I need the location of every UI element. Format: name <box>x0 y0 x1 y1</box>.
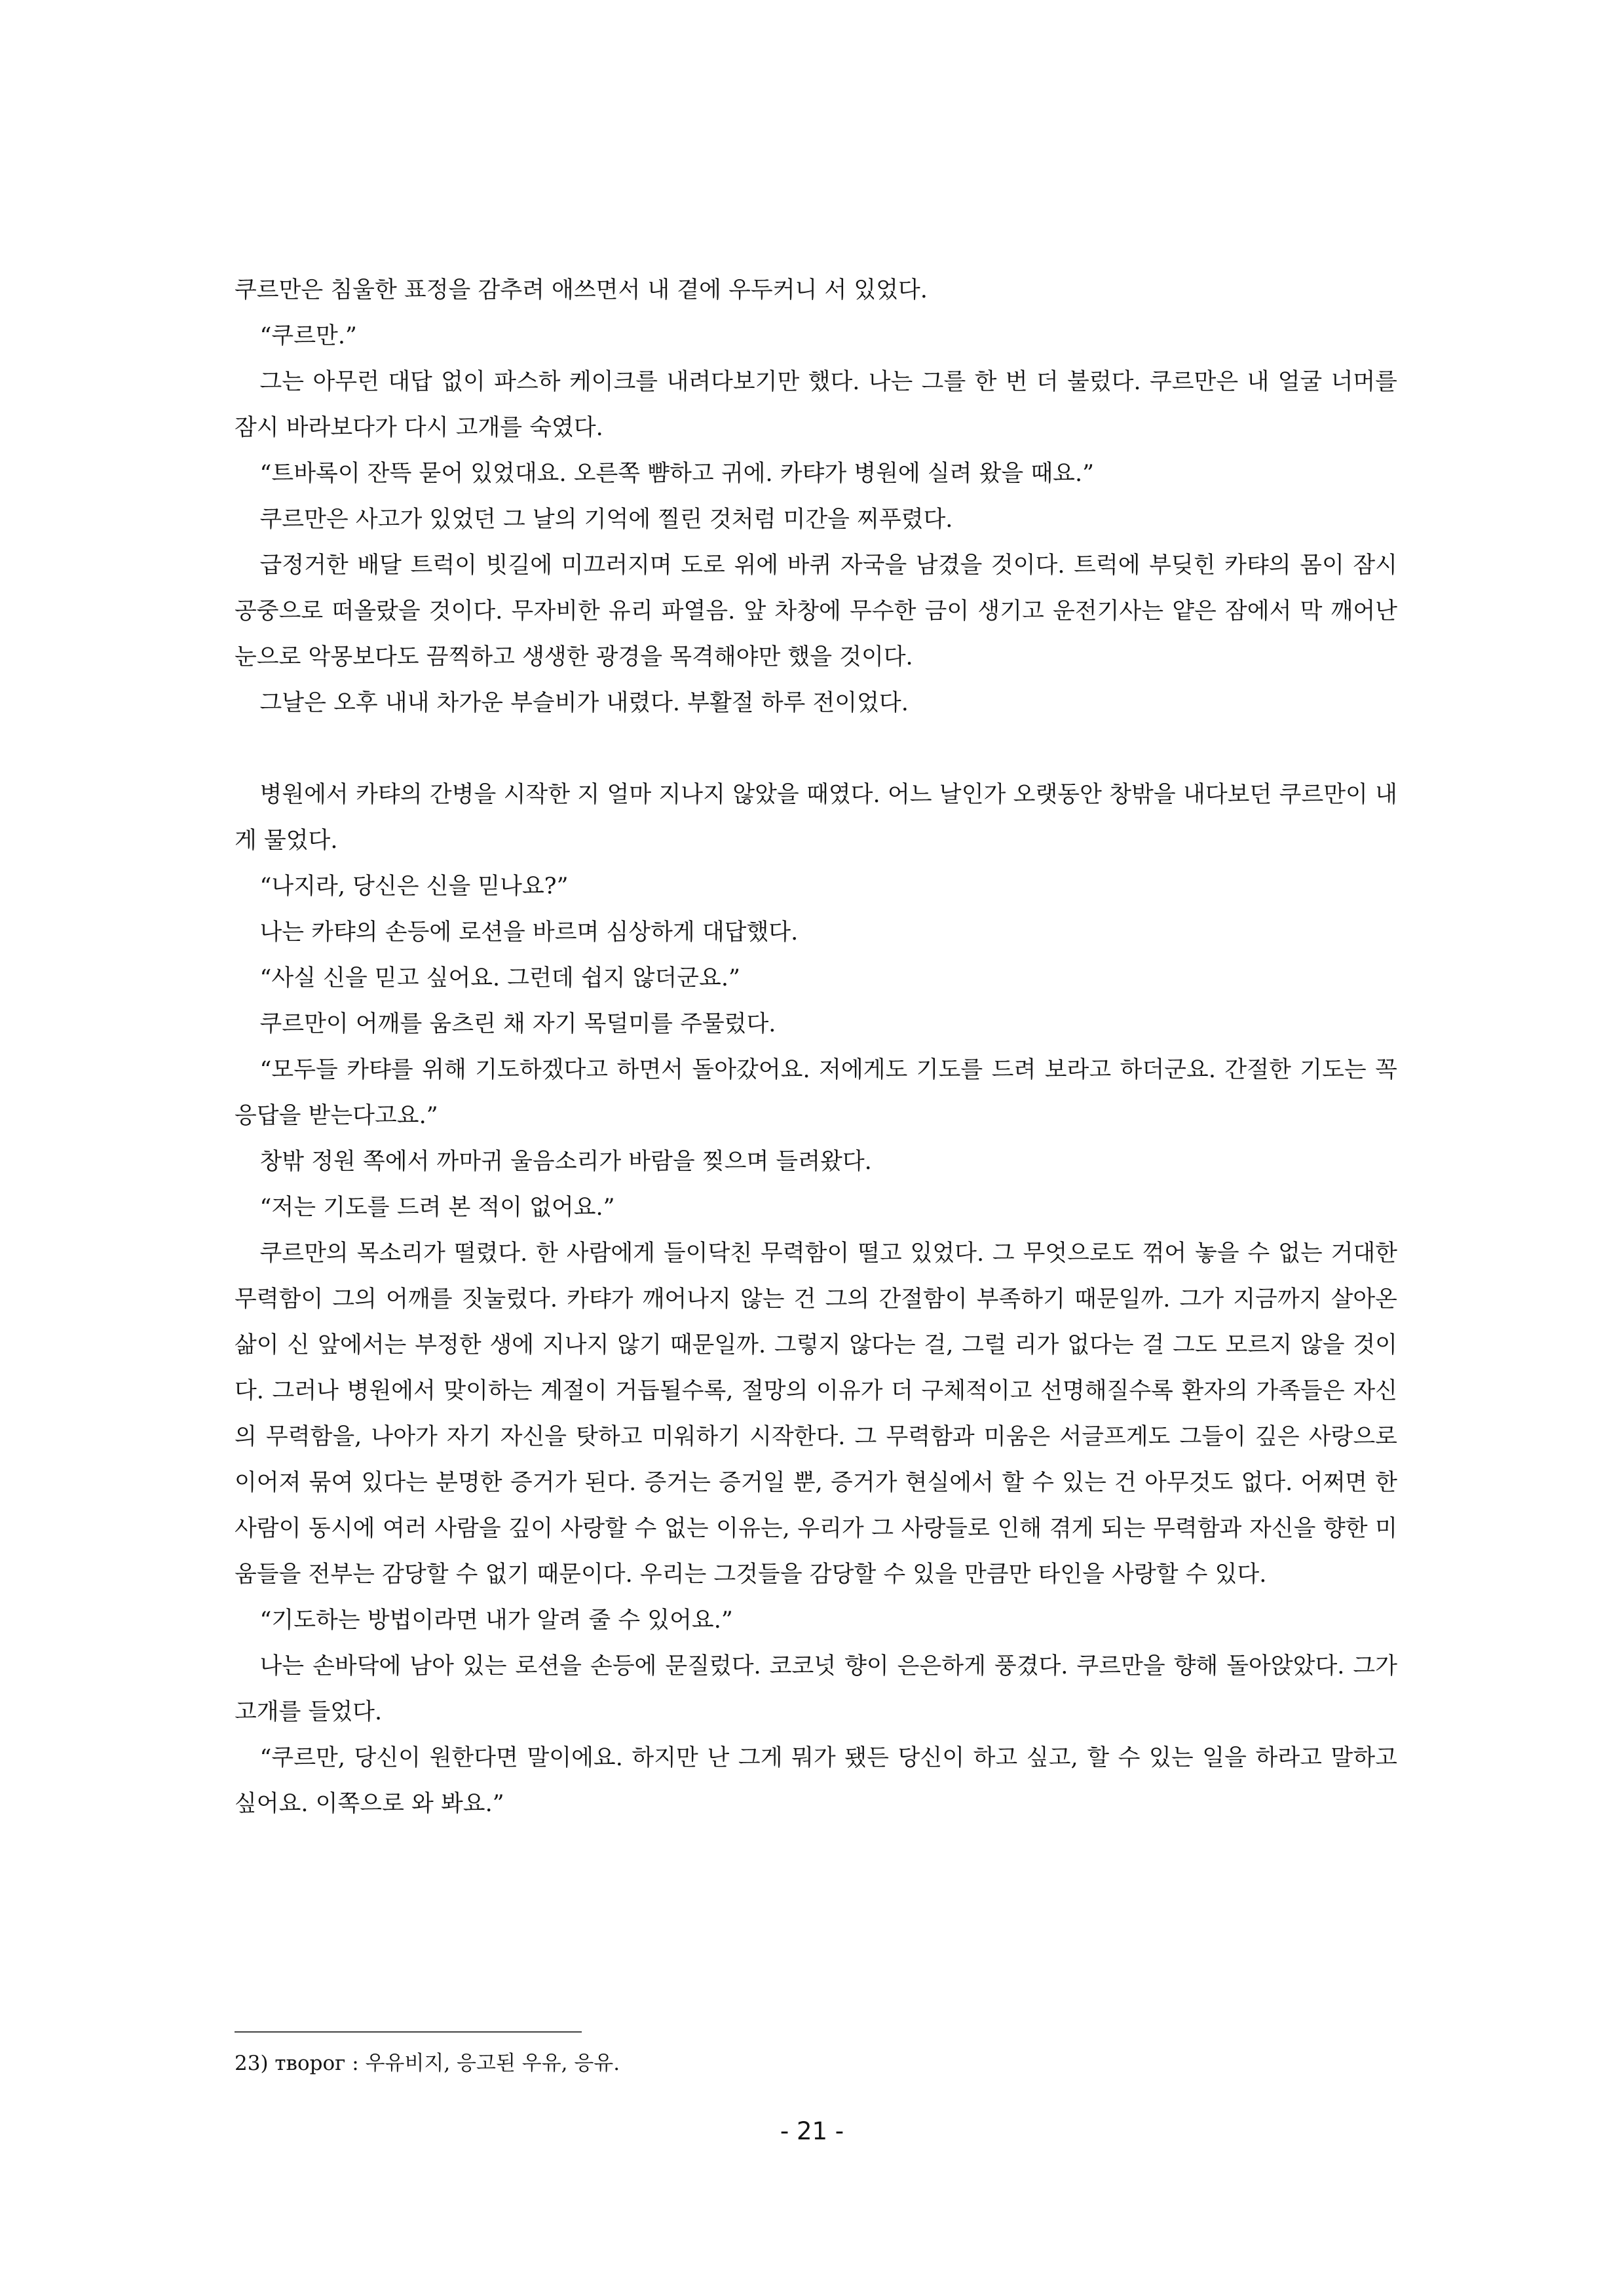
paragraph: 그는 아무런 대답 없이 파스하 케이크를 내려다보기만 했다. 나는 그를 한 번 더 불렀다. 쿠르만은 내 얼굴 너머를 잠시 바라보다가 다시 고개를 숙였다. <box>235 369 1397 441</box>
paragraph: “저는 기도를 드려 본 적이 없어요.” <box>259 1195 615 1221</box>
paragraph: “사실 신을 믿고 싶어요. 그런데 쉽지 않더군요.” <box>259 965 740 991</box>
paragraph: “쿠르만.” <box>259 323 357 349</box>
paragraph: “기도하는 방법이라면 내가 알려 줄 수 있어요.” <box>259 1607 733 1634</box>
paragraph: 나는 손바닥에 남아 있는 로션을 손등에 문질렀다. 코코넛 향이 은은하게 풍겼다. 쿠르만을 향해 돌아앉았다. 그가 고개를 들었다. <box>235 1653 1397 1725</box>
paragraph: “트바록이 잔뜩 묻어 있었대요. 오른쪽 뺨하고 귀에. 카탸가 병원에 실려 왔을 때요.” <box>259 461 1094 487</box>
paragraph: 쿠르만이 어깨를 움츠린 채 자기 목덜미를 주물렀다. <box>259 1011 776 1037</box>
footnote-divider <box>235 2031 582 2033</box>
paragraph: 그날은 오후 내내 차가운 부슬비가 내렸다. 부활절 하루 전이었다. <box>259 690 909 716</box>
paragraph: 쿠르만은 침울한 표정을 감추려 애쓰면서 내 곁에 우두커니 서 있었다. <box>235 277 928 303</box>
paragraph: 쿠르만은 사고가 있었던 그 날의 기억에 찔린 것처럼 미간을 찌푸렸다. <box>259 507 953 533</box>
section-break <box>235 726 1397 772</box>
body-text <box>235 267 1397 1827</box>
page-number: - 21 - <box>780 2117 844 2145</box>
paragraph: 급정거한 배달 트럭이 빗길에 미끄러지며 도로 위에 바퀴 자국을 남겼을 것이다. 트럭에 부딪힌 카탸의 몸이 잠시 공중으로 떠올랐을 것이다. 무자비한 유리 파열음. 앞 차창에 무수한 금이 생기고 운전기사는 얕은 잠에서 막 깨어난 눈으로 악몽보다도 끔찍하고 생생한 광경을 목격해야만 했을 것이다. <box>235 552 1397 670</box>
paragraph: 나는 카탸의 손등에 로션을 바르며 심상하게 대답했다. <box>259 919 799 946</box>
paragraph: “나지라, 당신은 신을 믿나요?” <box>259 873 569 900</box>
paragraph: “모두들 카탸를 위해 기도하겠다고 하면서 돌아갔어요. 저에게도 기도를 드려 보라고 하더군요. 간절한 기도는 꼭 응답을 받는다고요.” <box>235 1057 1397 1129</box>
paragraph: “쿠르만, 당신이 원한다면 말이에요. 하지만 난 그게 뭐가 됐든 당신이 하고 싶고, 할 수 있는 일을 하라고 말하고 싶어요. 이쪽으로 와 봐요.” <box>235 1745 1397 1817</box>
paragraph: 쿠르만의 목소리가 떨렸다. 한 사람에게 들이닥친 무력함이 떨고 있었다. 그 무엇으로도 꺾어 놓을 수 없는 거대한 무력함이 그의 어깨를 짓눌렀다. 카탸가 깨어나지 않는 건 그의 간절함이 부족하기 때문일까. 그가 지금까지 살아온 삶이 신 앞에서는 부정한 생에 지나지 않기 때문일까. 그렇지 않다는 걸, 그럴 리가 없다는 걸 그도 모르지 않을 것이다. 그러나 병원에서 맞이하는 계절이 거듭될수록, 절망의 이유가 더 구체적이고 선명해질수록 환자의 가족들은 자신의 무력함을, 나아가 자기 자신을 탓하고 미워하기 시작한다. 그 무력함과 미움은 서글프게도 그들이 깊은 사랑으로 이어져 묶여 있다는 분명한 증거가 된다. 증거는 증거일 뿐, 증거가 현실에서 할 수 있는 건 아무것도 없다. 어쩌면 한 사람이 동시에 여러 사람을 깊이 사랑할 수 없는 이유는, 우리가 그 사랑들로 인해 겪게 되는 무력함과 자신을 향한 미움들을 전부는 감당할 수 없기 때문이다. 우리는 그것들을 감당할 수 있을 만큼만 타인을 사랑할 수 있다. <box>235 1240 1397 1588</box>
paragraph: 병원에서 카탸의 간병을 시작한 지 얼마 지나지 않았을 때였다. 어느 날인가 오랫동안 창밖을 내다보던 쿠르만이 내게 물었다. <box>235 782 1397 854</box>
paragraph: 창밖 정원 쪽에서 까마귀 울음소리가 바람을 찢으며 들려왔다. <box>259 1149 872 1175</box>
footnote: 23) творог : 우유비지, 응고된 우유, 응유. <box>235 2052 620 2075</box>
